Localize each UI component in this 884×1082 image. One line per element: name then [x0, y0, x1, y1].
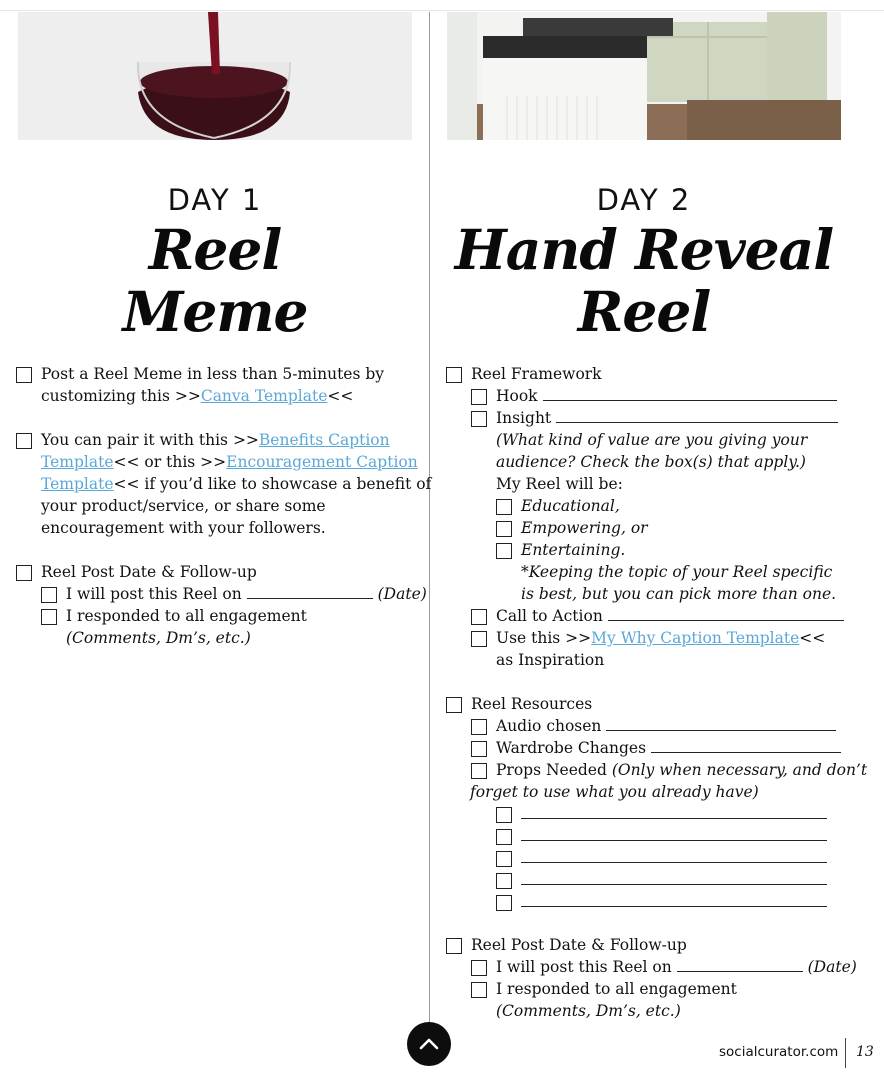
- footer-site: socialcurator.com: [719, 1044, 839, 1060]
- audio-blank[interactable]: [606, 715, 836, 731]
- encouragement-caption-link[interactable]: Encouragement Caption: [226, 453, 418, 471]
- checkbox-prop-2[interactable]: [496, 829, 512, 845]
- kitchen-photo: [447, 12, 841, 140]
- day1-responded-note: (Comments, Dm’s, etc.): [66, 629, 251, 647]
- why-caption-row: [496, 627, 825, 649]
- checkbox-props[interactable]: [471, 763, 487, 779]
- text: <<: [327, 387, 354, 405]
- day2-title-line1: Hand Reveal: [454, 217, 834, 282]
- checkbox-resources[interactable]: [446, 697, 462, 713]
- day1-will-post: [66, 583, 427, 605]
- day1-item3: Reel Post Date & Follow-up: [41, 563, 257, 581]
- text: I will post this Reel on: [496, 958, 672, 976]
- day1-item2-line4: your product/service, or share some: [41, 497, 326, 515]
- scroll-to-top-button[interactable]: [407, 1022, 451, 1066]
- text: (Date): [807, 958, 857, 976]
- text: << if you’d like to showcase a benefit of: [113, 475, 432, 493]
- day2-responded-note: (Comments, Dm’s, etc.): [496, 1002, 681, 1020]
- text: Audio chosen: [496, 717, 602, 735]
- checkbox-educational[interactable]: [496, 499, 512, 515]
- day1-item2-line2: [41, 451, 418, 473]
- opt-note-2: is best, but you can pick more than one.: [521, 585, 837, 603]
- day1-item2-line3: [41, 473, 431, 495]
- page-number: 13: [856, 1044, 874, 1060]
- day2-will-post: [496, 956, 857, 978]
- checkbox-cta[interactable]: [471, 609, 487, 625]
- resources-label: Reel Resources: [471, 695, 593, 713]
- hook-row: [496, 385, 837, 407]
- text: Hook: [496, 387, 538, 405]
- cta-blank[interactable]: [608, 605, 844, 621]
- props-note-2: forget to use what you already have): [470, 783, 759, 801]
- text: (Only when necessary, and don’t: [611, 761, 868, 779]
- checkbox-framework[interactable]: [446, 367, 462, 383]
- text: Props Needed: [496, 761, 607, 779]
- text: customizing this >>: [41, 387, 201, 405]
- opt-entertaining: Entertaining.: [521, 541, 626, 559]
- checkbox-post-meme[interactable]: [16, 367, 32, 383]
- text: << or this >>: [113, 453, 227, 471]
- day2-heading: [447, 183, 841, 344]
- checkbox-post-date-day2[interactable]: [446, 938, 462, 954]
- wardrobe-blank[interactable]: [651, 737, 841, 753]
- text: Wardrobe Changes: [496, 739, 647, 757]
- day1-item2-line5: encouragement with your followers.: [41, 519, 326, 537]
- insight-note-1: (What kind of value are you giving your: [496, 431, 808, 449]
- prop-blank-5[interactable]: [521, 891, 827, 907]
- day1-item1-line1: Post a Reel Meme in less than 5-minutes by: [41, 365, 385, 383]
- opt-note-1: *Keeping the topic of your Reel specific: [521, 563, 833, 581]
- day2-title-line2: Reel: [577, 279, 711, 344]
- will-be-label: My Reel will be:: [496, 475, 623, 493]
- text: Insight: [496, 409, 552, 427]
- checkbox-prop-3[interactable]: [496, 851, 512, 867]
- checkbox-empowering[interactable]: [496, 521, 512, 537]
- opt-educational: Educational,: [521, 497, 620, 515]
- prop-blank-3[interactable]: [521, 847, 827, 863]
- text: <<: [799, 629, 826, 647]
- framework-label: Reel Framework: [471, 365, 602, 383]
- insight-blank[interactable]: [556, 407, 838, 423]
- date-blank[interactable]: [247, 583, 373, 599]
- insight-row: [496, 407, 838, 429]
- text: You can pair it with this >>: [41, 431, 259, 449]
- wardrobe-row: [496, 737, 841, 759]
- checkbox-will-post-day2[interactable]: [471, 960, 487, 976]
- checkbox-post-date[interactable]: [16, 565, 32, 581]
- checkbox-audio[interactable]: [471, 719, 487, 735]
- checkbox-hook[interactable]: [471, 389, 487, 405]
- text: Call to Action: [496, 607, 603, 625]
- checkbox-prop-1[interactable]: [496, 807, 512, 823]
- day1-item1-line2: [41, 385, 353, 407]
- checkbox-why-caption[interactable]: [471, 631, 487, 647]
- opt-empowering: Empowering, or: [521, 519, 648, 537]
- checkbox-entertaining[interactable]: [496, 543, 512, 559]
- checkbox-prop-5[interactable]: [496, 895, 512, 911]
- hook-blank[interactable]: [543, 385, 837, 401]
- checkbox-prop-4[interactable]: [496, 873, 512, 889]
- top-rule: [0, 10, 884, 11]
- chevron-up-icon: [419, 1035, 439, 1053]
- date-blank-day2[interactable]: [677, 956, 803, 972]
- encouragement-caption-link-cont[interactable]: Template: [41, 475, 114, 493]
- day1-title-line1: Reel: [148, 217, 282, 282]
- day1-label: DAY 1: [167, 183, 263, 217]
- day2-post-date: Reel Post Date & Follow-up: [471, 936, 687, 954]
- insight-note-2: audience? Check the box(s) that apply.): [496, 453, 806, 471]
- text: (Date): [377, 585, 427, 603]
- text: I will post this Reel on: [66, 585, 242, 603]
- checkbox-wardrobe[interactable]: [471, 741, 487, 757]
- prop-blank-2[interactable]: [521, 825, 827, 841]
- day2-responded: I responded to all engagement: [496, 980, 737, 998]
- day1-responded: I responded to all engagement: [66, 607, 307, 625]
- canva-template-link[interactable]: Canva Template: [200, 387, 328, 405]
- column-divider: [429, 12, 430, 1028]
- benefits-caption-link[interactable]: Benefits Caption: [258, 431, 390, 449]
- checkbox-will-post[interactable]: [41, 587, 57, 603]
- prop-blank-4[interactable]: [521, 869, 827, 885]
- day1-item2-line1: [41, 429, 390, 451]
- why-caption-line2: as Inspiration: [496, 651, 605, 669]
- checkbox-insight[interactable]: [471, 411, 487, 427]
- footer-separator: [845, 1038, 846, 1068]
- checkbox-pair-caption[interactable]: [16, 433, 32, 449]
- day1-heading: [18, 183, 412, 344]
- checkbox-responded-day2[interactable]: [471, 982, 487, 998]
- text: Use this >>: [496, 629, 592, 647]
- benefits-caption-link-cont[interactable]: Template: [41, 453, 114, 471]
- prop-blank-1[interactable]: [521, 803, 827, 819]
- checkbox-responded[interactable]: [41, 609, 57, 625]
- wine-glass-photo: [18, 12, 412, 140]
- cta-row: [496, 605, 844, 627]
- day1-title-line2: Meme: [122, 279, 308, 344]
- audio-row: [496, 715, 836, 737]
- my-why-caption-link[interactable]: My Why Caption Template: [591, 629, 800, 647]
- props-row: [496, 759, 867, 781]
- day2-label: DAY 2: [596, 183, 692, 217]
